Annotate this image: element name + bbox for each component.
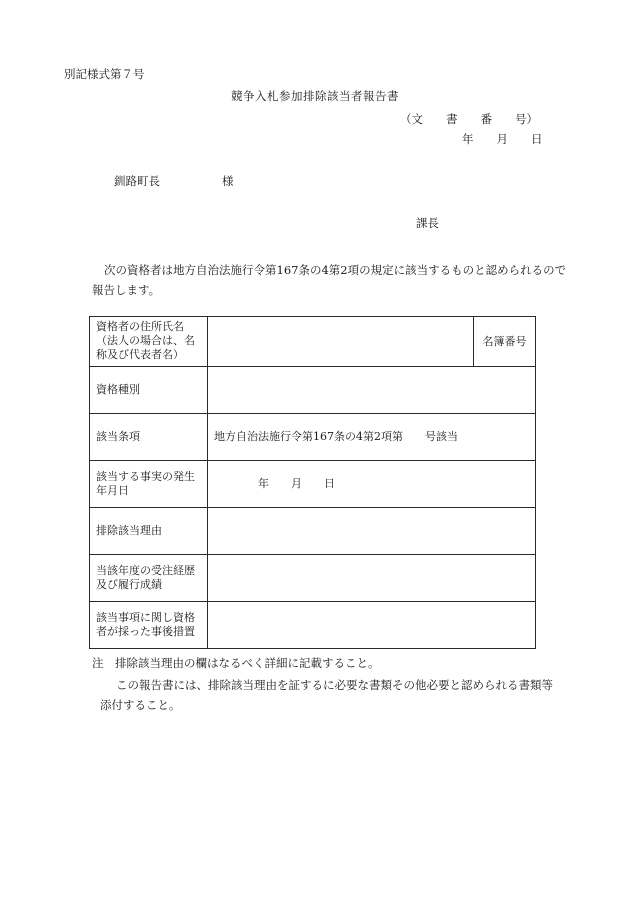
value-occurrence-date[interactable]: 年 月 日: [208, 461, 536, 508]
label-exclusion-reason: 排除該当理由: [90, 508, 208, 555]
addressee-name: 釧路町長: [114, 174, 160, 188]
report-table: [89, 316, 536, 649]
value-name-address[interactable]: [208, 317, 474, 367]
note-line-1: 注 排除該当理由の欄はなるべく詳細に記載すること。: [92, 656, 380, 670]
label-applicable-clause: 該当条項: [90, 414, 208, 461]
value-order-history[interactable]: [208, 555, 536, 602]
note-line-3: 添付すること。: [100, 698, 181, 712]
value-exclusion-reason[interactable]: [208, 508, 536, 555]
document-number: （文 書 番 号）: [400, 112, 538, 126]
table-row: [90, 461, 536, 508]
intro-paragraph: [92, 260, 582, 300]
table-row: [90, 555, 536, 602]
intro-line-2: 報告します。: [92, 283, 161, 297]
addressee-honorific: 様: [222, 174, 234, 188]
sender-title: 課長: [416, 216, 439, 230]
value-followup-measures[interactable]: [208, 602, 536, 649]
value-qualification-type[interactable]: [208, 367, 536, 414]
table-row: [90, 602, 536, 649]
label-order-history: 当該年度の受注経歴及び履行成績: [90, 555, 208, 602]
form-number: 別記様式第７号: [64, 67, 145, 81]
document-date: 年 月 日: [462, 132, 543, 146]
intro-line-1: 次の資格者は地方自治法施行令第167条の4第2項の規定に該当するものと認められるので: [104, 263, 567, 277]
table-row: [90, 367, 536, 414]
label-occurrence-date: 該当する事実の発生年月日: [90, 461, 208, 508]
label-qualification-type: 資格種別: [90, 367, 208, 414]
value-applicable-clause[interactable]: 地方自治法施行令第167条の4第2項第 号該当: [208, 414, 536, 461]
table-row-name-address: [90, 317, 536, 367]
table-row: [90, 508, 536, 555]
document-title: 競争入札参加排除該当者報告書: [231, 89, 399, 103]
label-followup-measures: 該当事項に関し資格者が採った事後措置: [90, 602, 208, 649]
label-registry-number: 名簿番号: [474, 317, 536, 367]
table-row: [90, 414, 536, 461]
note-line-2: この報告書には、排除該当理由を証するに必要な書類その他必要と認められる書類等: [116, 678, 553, 692]
label-name-address: 資格者の住所氏名（法人の場合は、名称及び代表者名）: [90, 317, 208, 367]
